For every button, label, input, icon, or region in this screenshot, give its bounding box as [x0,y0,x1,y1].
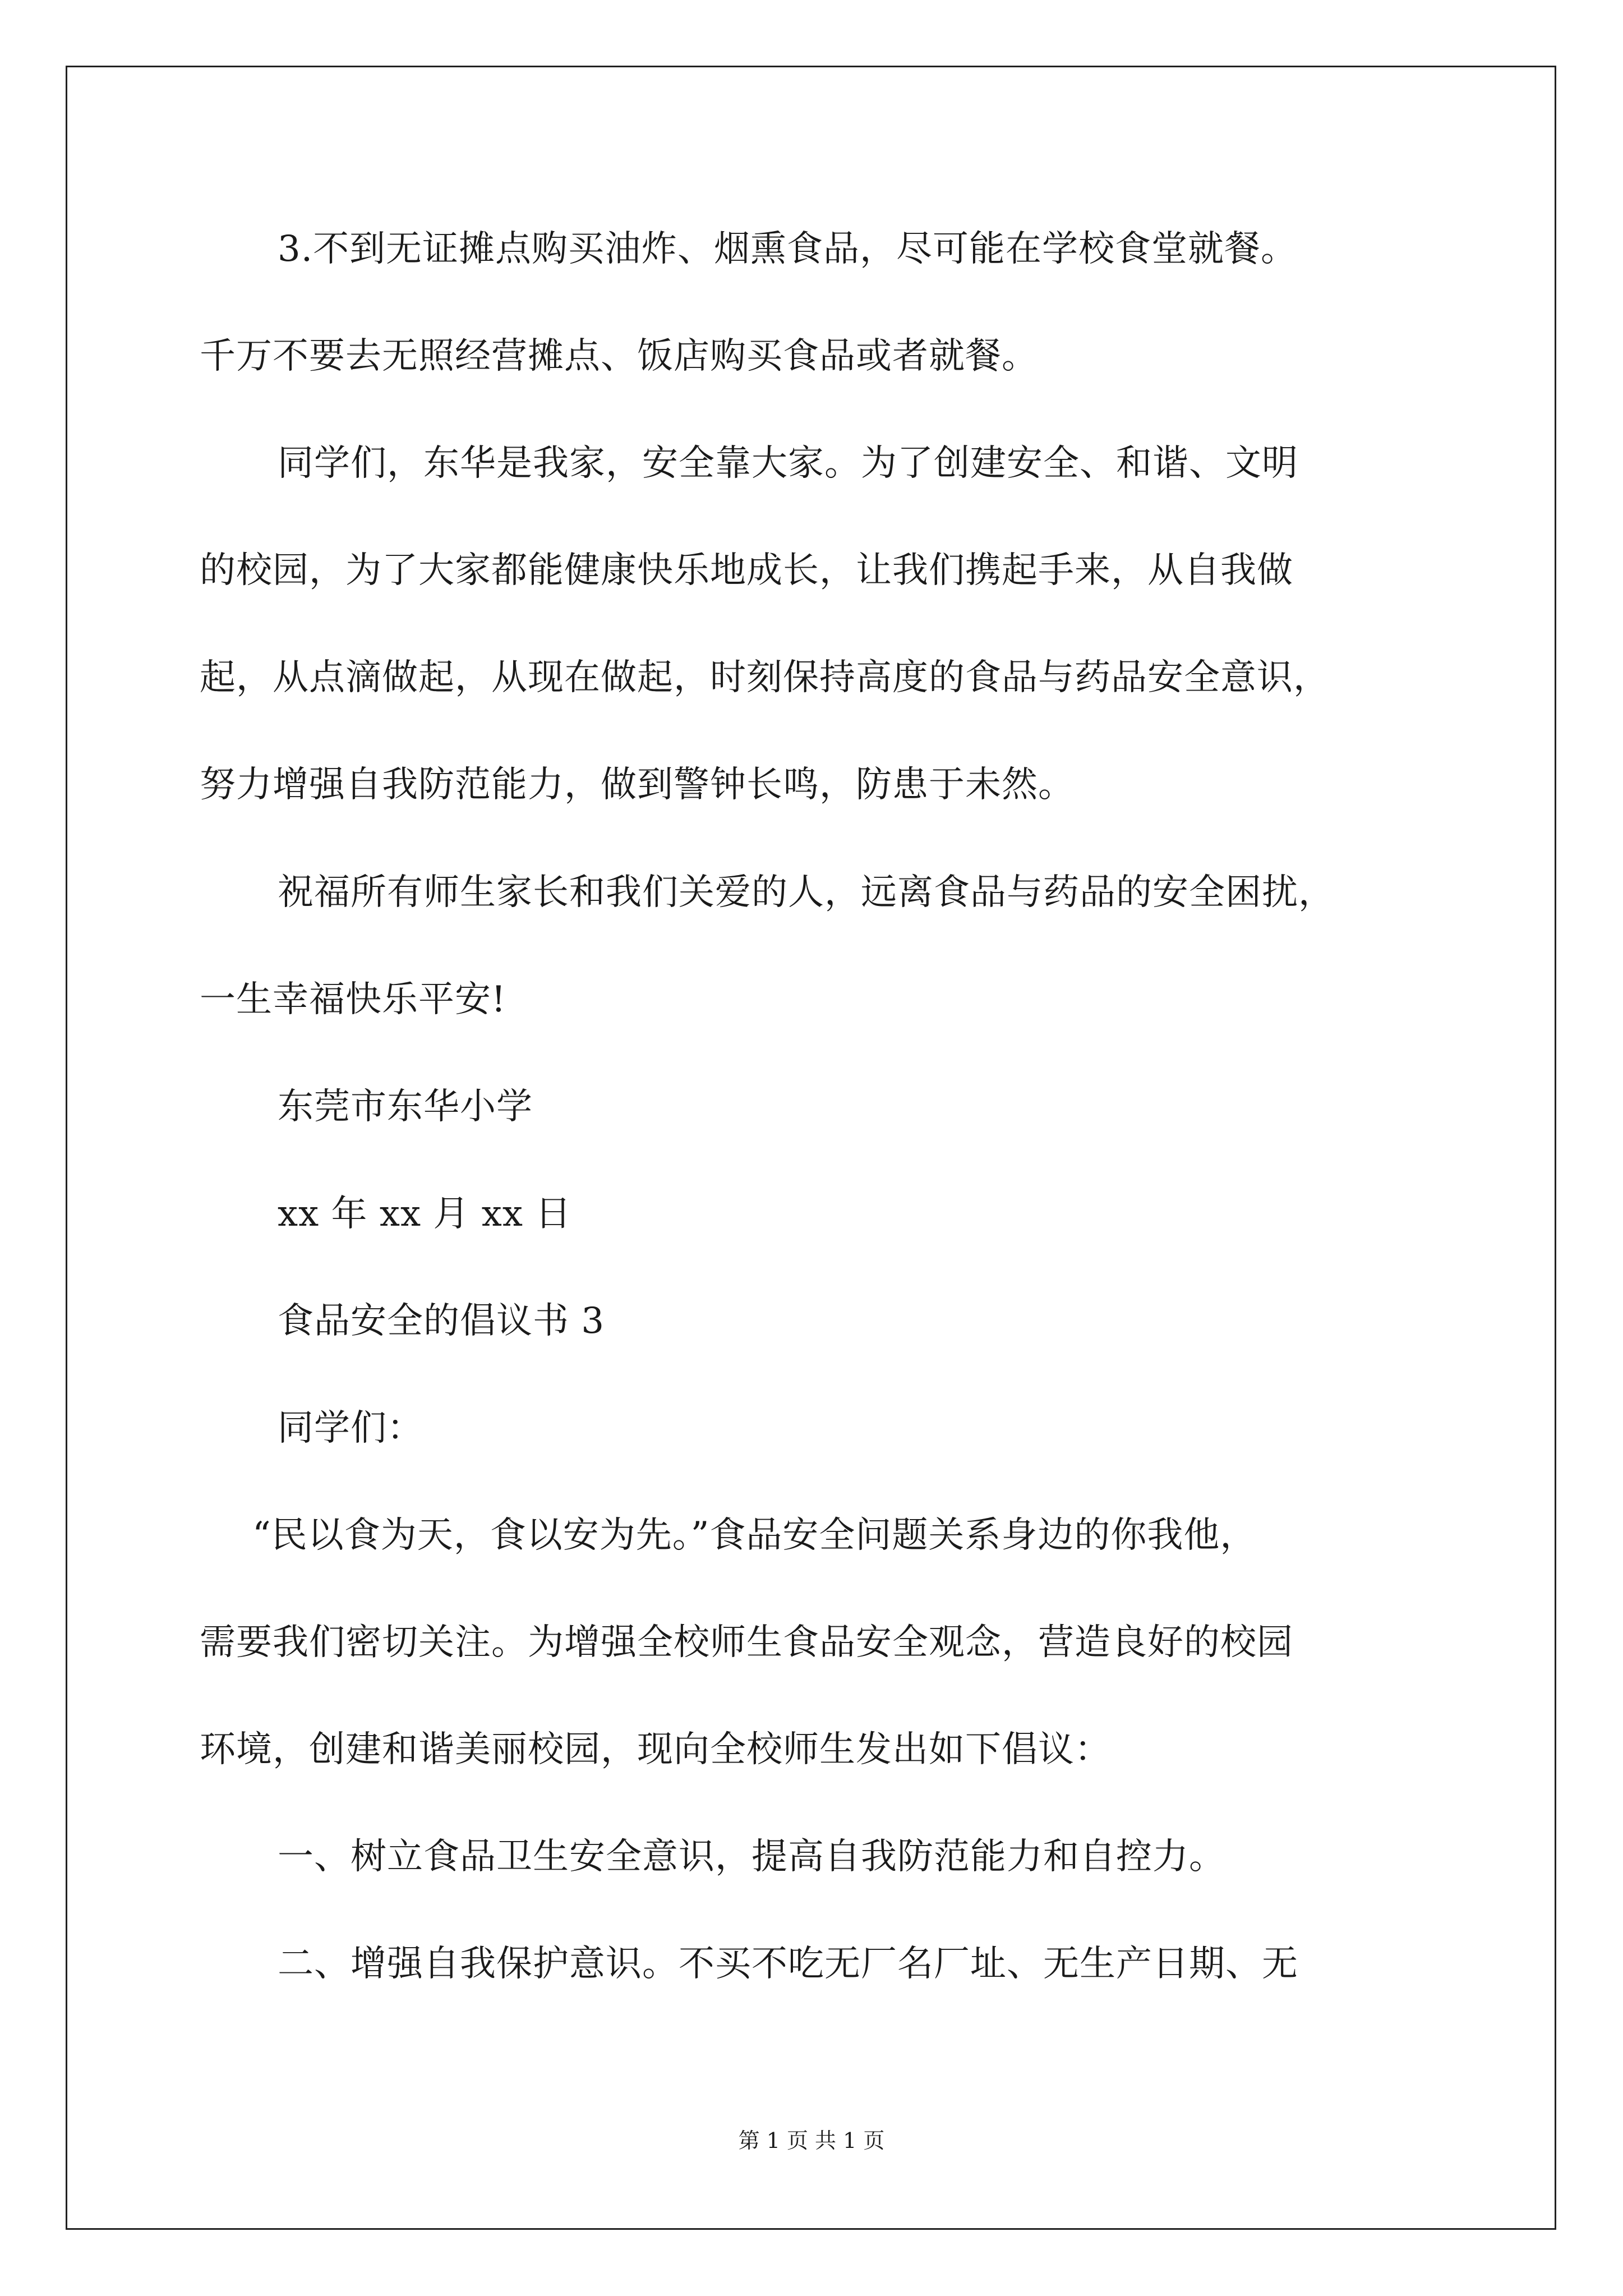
text-line: 一、树立食品卫生安全意识，提高自我防范能力和自控力。 [278,1836,1225,1878]
text-line: 二、增强自我保护意识。不买不吃无厂名厂址、无生产日期、无 [278,1943,1298,1985]
page-border [66,66,1556,2230]
text-line: 千万不要去无照经营摊点、饭店购买食品或者就餐。 [200,335,1038,377]
text-line: 的校园，为了大家都能健康快乐地成长，让我们携起手来，从自我做 [200,550,1293,591]
section-title: 食品安全的倡议书 3 [278,1300,605,1342]
page-footer: 第 1 页 共 1 页 [738,2128,885,2153]
text-line: “民以食为天，食以安为先。”食品安全问题关系身边的你我他， [252,1515,1257,1556]
text-line: 3.不到无证摊点购买油炸、烟熏食品，尽可能在学校食堂就餐。 [278,228,1298,270]
text-line: 需要我们密切关注。为增强全校师生食品安全观念，营造良好的校园 [200,1622,1293,1663]
signature-date: xx 年 xx 月 xx 日 [278,1193,572,1235]
text-line: 环境，创建和谐美丽校园，现向全校师生发出如下倡议： [200,1729,1111,1770]
salutation: 同学们： [278,1407,423,1449]
text-line: 祝福所有师生家长和我们关爱的人，远离食品与药品的安全困扰， [278,872,1335,913]
text-line: 努力增强自我防范能力，做到警钟长鸣，防患于未然。 [200,764,1075,806]
text-line: 起，从点滴做起，从现在做起，时刻保持高度的食品与药品安全意识， [200,657,1330,698]
signature-school: 东莞市东华小学 [278,1086,533,1128]
text-line: 一生幸福快乐平安! [200,979,506,1020]
text-line: 同学们，东华是我家，安全靠大家。为了创建安全、和谐、文明 [278,443,1298,484]
